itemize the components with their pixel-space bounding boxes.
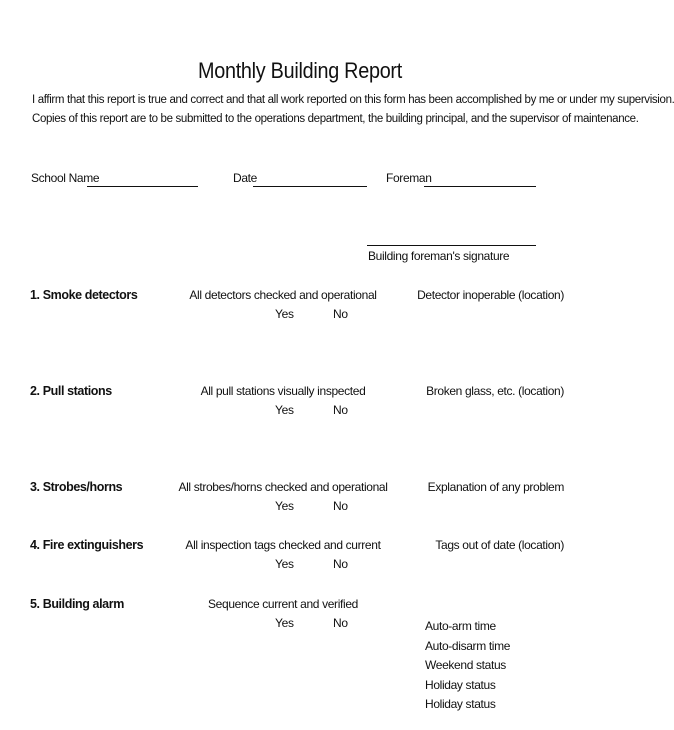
item-smoke-detectors-yes[interactable]: Yes (275, 307, 294, 321)
item-pull-stations-yes[interactable]: Yes (275, 403, 294, 417)
foreman-label: Foreman (386, 171, 432, 185)
item-strobes-horns-yes[interactable]: Yes (275, 499, 294, 513)
item-building-alarm-check: Sequence current and verified (208, 597, 358, 611)
signature-field[interactable] (367, 245, 536, 246)
item-fire-extinguishers-check: All inspection tags checked and current (185, 538, 381, 552)
item-smoke-detectors-label: 1. Smoke detectors (30, 288, 138, 302)
affirmation-line-2: Copies of this report are to be submitted to the operations department, the building principal, and the supervisor of maintenance. (32, 113, 639, 125)
item-strobes-horns-no[interactable]: No (333, 499, 348, 513)
affirmation-line-1: I affirm that this report is true and correct and that all work reported on this form has been accomplished by me or under my supervision. (32, 94, 674, 106)
item-pull-stations-check: All pull stations visually inspected (200, 384, 366, 398)
list-item: Holiday status (425, 697, 496, 711)
list-item: Auto-arm time (425, 619, 496, 633)
school-name-label: School Name (31, 171, 100, 185)
item-strobes-horns-label: 3. Strobes/horns (30, 480, 123, 494)
page-title: Monthly Building Report (197, 58, 402, 83)
building-alarm-status-list (425, 617, 510, 715)
date-field[interactable] (253, 186, 367, 187)
item-building-alarm-yes[interactable]: Yes (275, 616, 294, 630)
item-strobes-horns-note: Explanation of any problem (427, 480, 564, 494)
item-smoke-detectors-check: All detectors checked and operational (189, 288, 377, 302)
item-pull-stations-label: 2. Pull stations (30, 384, 112, 398)
item-fire-extinguishers-no[interactable]: No (333, 557, 348, 571)
item-fire-extinguishers-label: 4. Fire extinguishers (30, 538, 144, 552)
date-label: Date (233, 171, 257, 185)
item-pull-stations-no[interactable]: No (333, 403, 348, 417)
item-building-alarm-label: 5. Building alarm (30, 597, 124, 611)
item-strobes-horns-check: All strobes/horns checked and operational (178, 480, 388, 494)
signature-label: Building foreman's signature (368, 249, 510, 263)
list-item: Auto-disarm time (425, 638, 511, 653)
school-name-field[interactable] (87, 186, 198, 187)
item-smoke-detectors-no[interactable]: No (333, 307, 348, 321)
item-smoke-detectors-note: Detector inoperable (location) (417, 288, 564, 302)
item-building-alarm-no[interactable]: No (333, 616, 348, 630)
item-pull-stations-note: Broken glass, etc. (location) (426, 384, 564, 398)
list-item: Weekend status (425, 658, 506, 672)
foreman-field[interactable] (424, 186, 536, 187)
list-item: Holiday status (425, 677, 496, 692)
item-fire-extinguishers-note: Tags out of date (location) (435, 538, 564, 552)
item-fire-extinguishers-yes[interactable]: Yes (275, 557, 294, 571)
